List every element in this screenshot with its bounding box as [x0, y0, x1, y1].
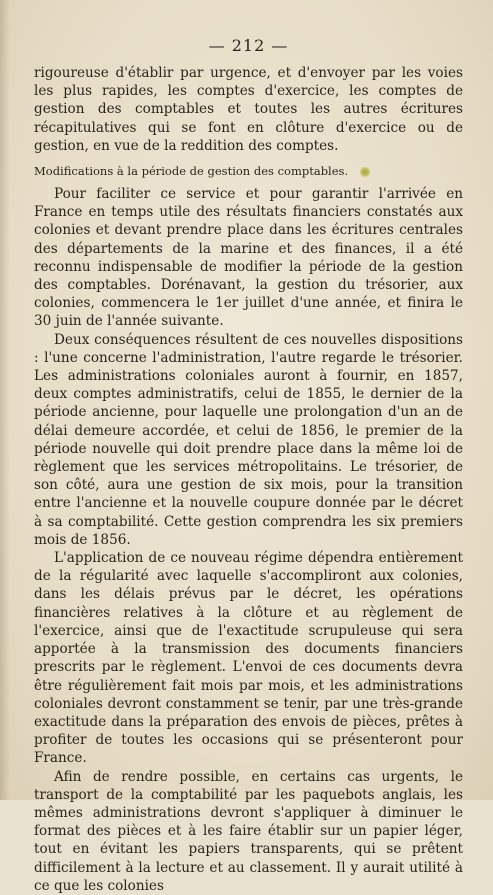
section-heading-text: Modifications à la période de gestion des comptables. [34, 164, 349, 179]
page-number: — 212 — [208, 36, 289, 55]
section-heading [34, 162, 463, 180]
continuation-paragraph: rigoureuse d'établir par urgence, et d'envoyer par les voies les plus rapides, les comptes d'exercice, les comptes de gestion des comptables et toutes les autres écritures récapitulatives qui se font en clôture d'exercice ou de gestion, en vue de la reddition des comptes. [34, 65, 463, 154]
page-body [34, 64, 463, 895]
paragraph: Afin de rendre possible, en certains cas urgents, le transport de la comptabilité par les paquebots anglais, les mêmes administrations devront s'appliquer à diminuer le format des pièces et à les faire établir sur un papier léger, tout en évitant les papiers transparents, qui se prêtent difficilement à la lecture et au classement. Il y aurait utilité à ce que les colonies [34, 768, 463, 894]
paragraph: Pour faciliter ce service et pour garantir l'arrivée en France en temps utile des résultats financiers constatés aux colonies et devant prendre place dans les écritures centrales des départements de la marine et des finances, il a été reconnu indispensable de modifier la période de la gestion des comptables. Dorénavant, la gestion du trésorier, aux colonies, commencera le 1er juillet d'une année, et finira le 30 juin de l'année suivante. [34, 186, 463, 330]
paragraph: Deux conséquences résultent de ces nouvelles dispositions : l'une concerne l'administration, l'autre regarde le trésorier. Les administrations coloniales auront à fournir, en 1857, deux comptes administratifs, celui de 1855, le dernier de la période ancienne, pour laquelle une prolongation d'un an de délai demeure accordée, et celui de 1856, le premier de la période nouvelle qui doit prendre place dans la même loi de règlement que les services métropolitains. Le trésorier, de son côté, aura une gestion de six mois, pour la transition entre l'ancienne et la nouvelle coupure donnée par le décret à sa comptabilité. Cette gestion comprendra les six premiers mois de 1856. [34, 331, 463, 548]
ink-stain-icon [360, 167, 370, 177]
binding-shadow [0, 0, 10, 800]
paragraph: L'application de ce nouveau régime dépendra entièrement de la régularité avec laquelle s'accompliront aux colonies, dans les délais prévus par le décret, les opérations financières relatives à la clôture et au règlement de l'exercice, ainsi que de l'exactitude scrupuleuse qui sera apportée à la transmission des documents financiers prescrits par le règlement. L'envoi de ces documents devra être régulièrement fait mois par mois, et les administrations coloniales devront constamment se tenir, par une très-grande exactitude dans la préparation des envois de pièces, prêtes à profiter de toutes les occasions qui se présenteront pour France. [34, 550, 463, 767]
